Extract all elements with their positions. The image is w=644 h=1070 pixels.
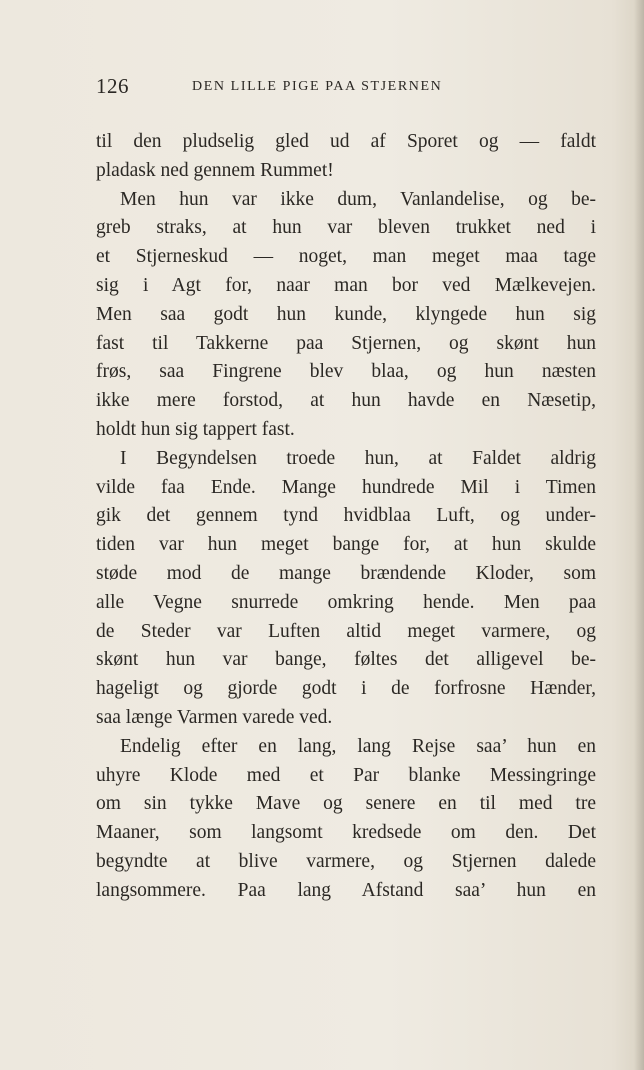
text-line: tiden var hun meget bange for, at hun skulde xyxy=(96,534,596,556)
text-line: støde mod de mange brændende Kloder, som xyxy=(96,562,596,584)
text-line: uhyre Klode med et Par blanke Messingringe xyxy=(96,764,596,786)
body-text xyxy=(96,128,596,906)
text-line: I Begyndelsen troede hun, at Faldet aldrig xyxy=(120,447,596,469)
text-line: de Steder var Luften altid meget varmere, og xyxy=(96,620,596,642)
text-line: Maaner, som langsomt kredsede om den. Det xyxy=(96,822,596,844)
running-head: DEN LILLE PIGE PAA STJERNEN xyxy=(192,79,443,94)
text-line: pladask ned gennem Rummet! xyxy=(96,159,334,181)
text-line: ikke mere forstod, at hun havde en Næsetip, xyxy=(96,390,596,412)
text-line: om sin tykke Mave og senere en til med tre xyxy=(96,793,596,815)
text-line: skønt hun var bange, føltes det alligevel be- xyxy=(96,649,596,671)
text-line: vilde faa Ende. Mange hundrede Mil i Timen xyxy=(96,476,596,498)
text-line: frøs, saa Fingrene blev blaa, og hun næsten xyxy=(96,361,596,383)
page-header xyxy=(96,74,500,100)
text-line: sig i Agt for, naar man bor ved Mælkevejen. xyxy=(96,274,596,296)
text-line: alle Vegne snurrede omkring hende. Men paa xyxy=(96,591,596,613)
page-number: 126 xyxy=(96,74,129,98)
text-line: gik det gennem tynd hvidblaa Luft, og under- xyxy=(96,505,596,527)
text-line: fast til Takkerne paa Stjernen, og skønt hun xyxy=(96,332,596,354)
text-line: greb straks, at hun var bleven trukket ned i xyxy=(96,217,596,239)
text-line: hageligt og gjorde godt i de forfrosne Hænder, xyxy=(96,678,596,700)
text-line: Men saa godt hun kunde, klyngede hun sig xyxy=(96,303,596,325)
text-line: Men hun var ikke dum, Vanlandelise, og be- xyxy=(120,188,596,210)
text-line: Endelig efter en lang, lang Rejse saa’ hun en xyxy=(120,735,596,757)
text-line: saa længe Varmen varede ved. xyxy=(96,706,333,728)
page-edge-shadow xyxy=(634,0,644,1070)
text-line: holdt hun sig tappert fast. xyxy=(96,418,295,440)
text-line: et Stjerneskud — noget, man meget maa tage xyxy=(96,246,596,268)
text-line: til den pludselig gled ud af Sporet og — faldt xyxy=(96,131,596,152)
text-line: langsommere. Paa lang Afstand saa’ hun en xyxy=(96,879,596,901)
text-line: begyndte at blive varmere, og Stjernen dalede xyxy=(96,850,596,872)
